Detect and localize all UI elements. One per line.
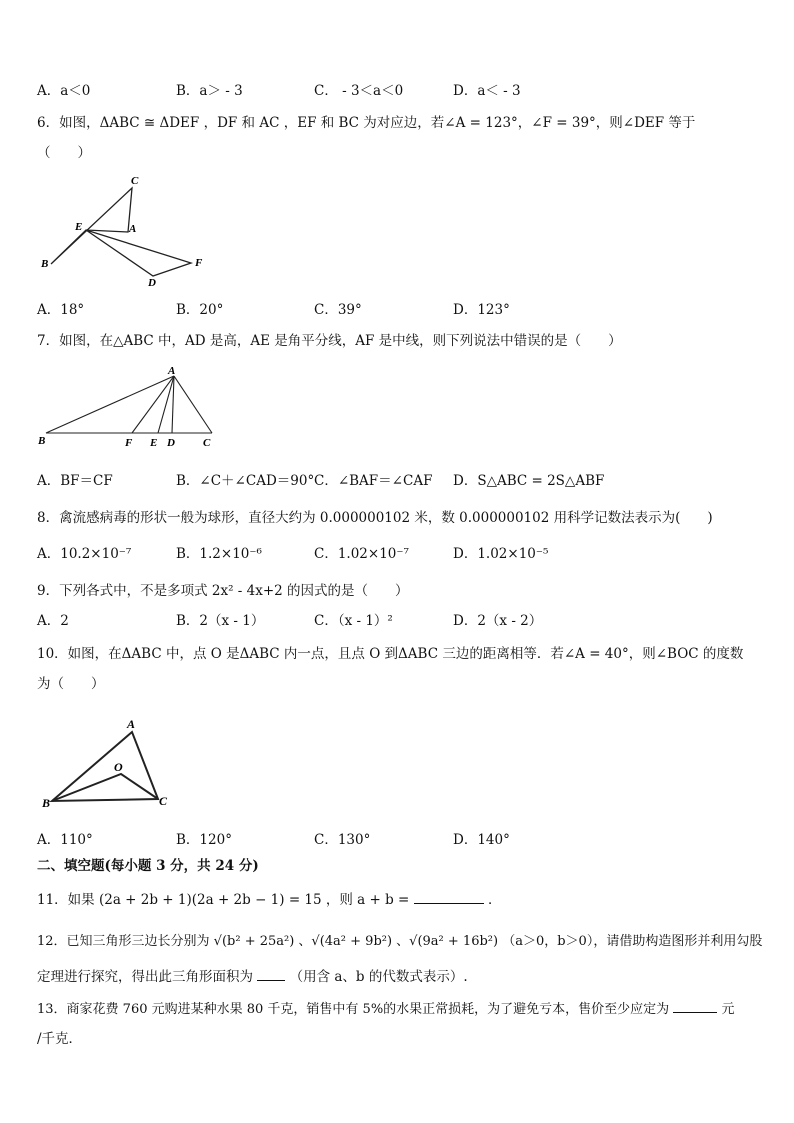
- q12-line2-before: 定理进行探究，得出此三角形面积为: [37, 969, 253, 985]
- q10-paren: 为（ ）: [37, 676, 105, 692]
- q12-line2-after: （用含 a、b 的代数式表示）.: [289, 969, 468, 985]
- q10-label-o: O: [114, 760, 123, 774]
- q9-option-b: B．2（x - 1）: [176, 613, 265, 629]
- q13-after: 元: [721, 1002, 735, 1017]
- q10-figure: [36, 712, 186, 812]
- q7-label-f: F: [125, 437, 133, 449]
- q8-option-d: D．1.02×10⁻⁵: [453, 546, 549, 562]
- q6-label-c: C: [131, 175, 139, 187]
- q7-label-b: B: [38, 435, 46, 447]
- q8-option-b: B．1.2×10⁻⁶: [176, 546, 262, 562]
- q6-figure: [36, 172, 216, 292]
- q10-label-a: A: [127, 717, 136, 731]
- q10-label-c: C: [159, 794, 168, 808]
- q10-option-c: C．130°: [314, 832, 371, 848]
- q8-text: 8．禽流感病毒的形状一般为球形，直径大约为 0.000000102 米，数 0.000000102 用科学记数法表示为( ): [37, 510, 713, 526]
- q5-option-d: D．a＜ - 3: [453, 83, 521, 99]
- q6-label-f: F: [195, 257, 203, 269]
- q11-blank: [414, 889, 484, 904]
- q11-after: ．: [487, 892, 502, 908]
- q7-option-c: C．∠BAF＝∠CAF: [314, 473, 433, 489]
- q9-option-c: C．（x - 1）²: [314, 613, 393, 629]
- q6-option-a: A．18°: [37, 302, 85, 318]
- q13-line2: /千克．: [37, 1031, 83, 1047]
- q12-line2: [37, 966, 468, 986]
- q10-option-a: A．110°: [37, 832, 93, 848]
- q7-label-d: D: [167, 437, 175, 449]
- q5-option-b: B．a＞ - 3: [176, 83, 243, 99]
- q10-text: 10．如图，在ΔABC 中，点 O 是ΔABC 内一点，且点 O 到ΔABC 三边的距离相等．若∠A = 40°，则∠BOC 的度数: [37, 646, 744, 662]
- q6-option-b: B．20°: [176, 302, 224, 318]
- q7-figure: [34, 362, 224, 452]
- q6-label-d: D: [148, 277, 156, 289]
- q9-text: 9．下列各式中，不是多项式 2x² - 4x+2 的因式的是（ ）: [37, 583, 409, 599]
- q12-text: 12．已知三角形三边长分别为 √(b² + 25a²) 、√(4a² + 9b²) 、√(9a² + 16b²) （a＞0，b＞0），请借助构造图形并利用勾股: [37, 934, 763, 949]
- q11-before: 11．如果 (2a + 2b + 1)(2a + 2b − 1) = 15 ，则 a + b =: [37, 892, 410, 908]
- q13-text: [37, 998, 734, 1019]
- q7-option-b: B．∠C＋∠CAD＝90°: [176, 473, 315, 489]
- q9-option-a: A．2: [37, 613, 69, 629]
- q13-before: 13．商家花费 760 元购进某种水果 80 千克，销售中有 5%的水果正常损耗，为了避免亏本，售价至少应定为: [37, 1002, 670, 1017]
- q6-option-d: D．123°: [453, 302, 510, 318]
- q7-option-d: D．S△ABC = 2S△ABF: [453, 473, 605, 489]
- q5-option-c: C． - 3＜a＜0: [314, 83, 404, 99]
- q7-label-e: E: [150, 437, 158, 449]
- section-2-heading: 二、填空题(每小题 3 分，共 24 分): [37, 858, 259, 874]
- q6-paren: （ ）: [37, 145, 91, 161]
- q10-label-b: B: [42, 796, 51, 810]
- q6-label-b: B: [41, 258, 49, 270]
- q8-option-c: C．1.02×10⁻⁷: [314, 546, 409, 562]
- q10-option-d: D．140°: [453, 832, 510, 848]
- q6-option-c: C．39°: [314, 302, 362, 318]
- q7-text: 7．如图，在△ABC 中，AD 是高，AE 是角平分线，AF 是中线，则下列说法中错误的是（ ）: [37, 333, 622, 349]
- q7-label-c: C: [203, 437, 211, 449]
- q7-label-a: A: [168, 365, 176, 377]
- q12-blank: [257, 966, 285, 981]
- q11-text: [37, 889, 501, 909]
- q6-label-e: E: [75, 221, 83, 233]
- q5-option-a: A．a＜0: [37, 83, 91, 99]
- q8-option-a: A．10.2×10⁻⁷: [37, 546, 132, 562]
- q6-text: 6．如图，ΔABC ≅ ΔDEF ，DF 和 AC ，EF 和 BC 为对应边，若∠A = 123°，∠F = 39°，则∠DEF 等于: [37, 115, 696, 131]
- q13-blank: [673, 998, 717, 1013]
- q9-option-d: D．2（x - 2）: [453, 613, 543, 629]
- q7-option-a: A．BF＝CF: [37, 473, 113, 489]
- q10-option-b: B．120°: [176, 832, 232, 848]
- q6-label-a: A: [129, 223, 137, 235]
